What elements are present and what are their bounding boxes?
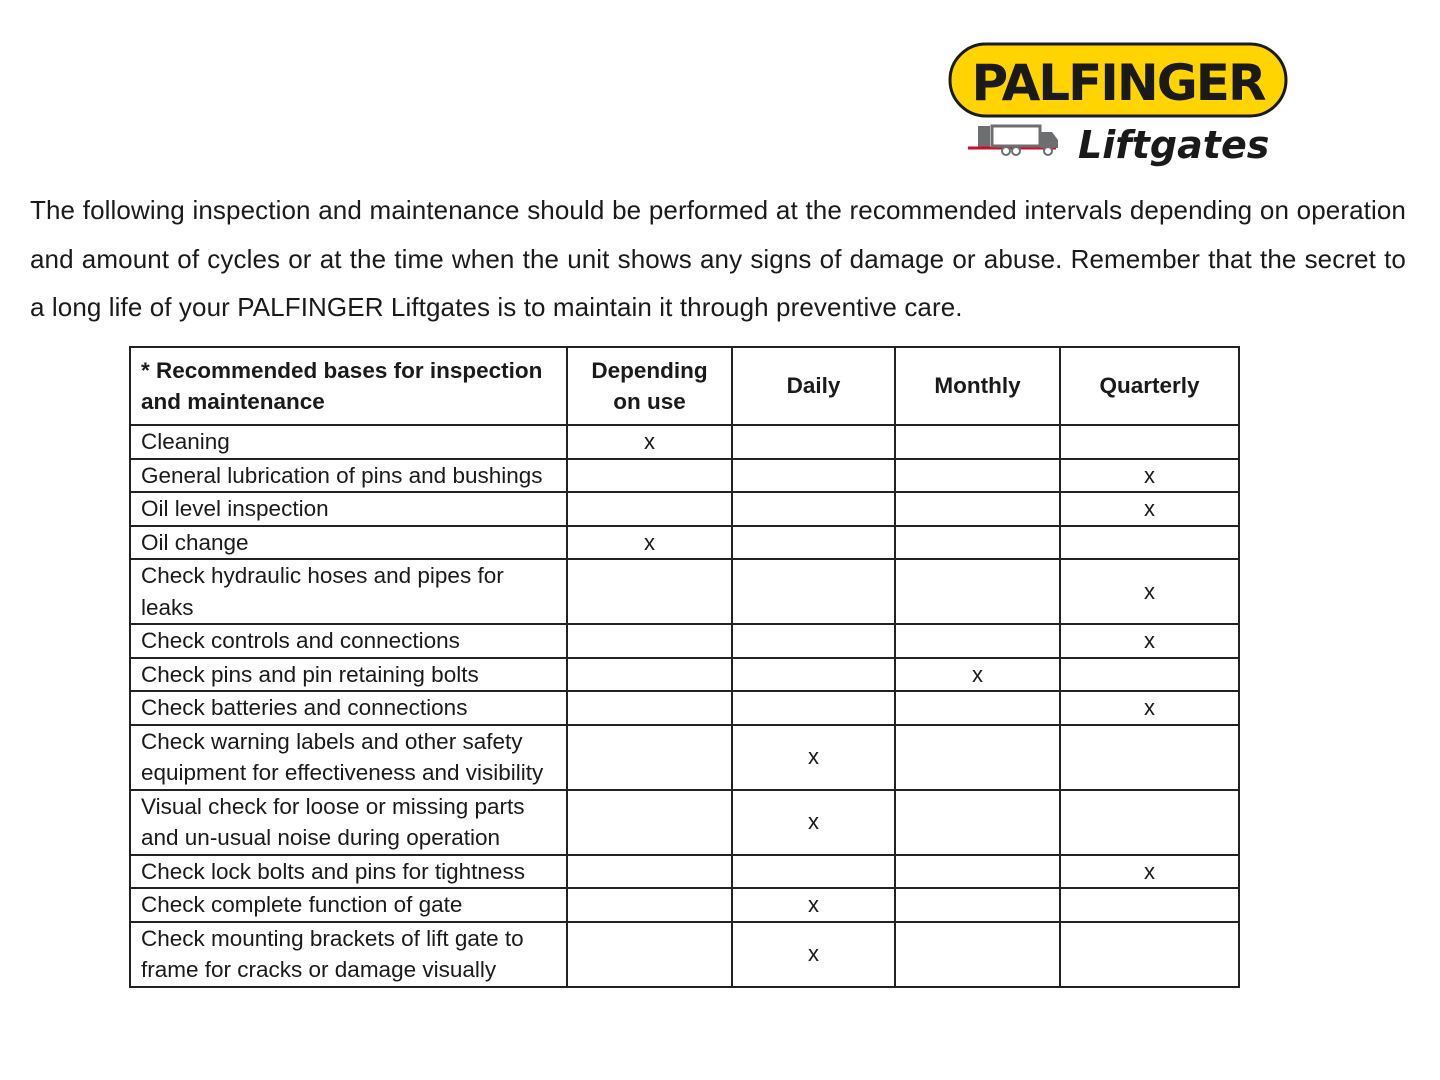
interval-mark-cell	[732, 459, 895, 493]
table-row	[130, 790, 1239, 855]
interval-mark-cell	[567, 855, 732, 889]
interval-mark-cell	[732, 526, 895, 560]
table-row	[130, 559, 1239, 624]
interval-mark-cell: x	[1060, 492, 1239, 526]
table-row	[130, 425, 1239, 459]
interval-mark-cell	[732, 559, 895, 624]
table-body	[130, 425, 1239, 987]
interval-mark-cell: x	[1060, 691, 1239, 725]
table-header-row	[130, 347, 1239, 425]
interval-mark-cell	[895, 691, 1060, 725]
task-cell: Check batteries and connections	[130, 691, 567, 725]
interval-mark-cell: x	[732, 922, 895, 987]
interval-mark-cell	[1060, 658, 1239, 692]
interval-mark-cell: x	[567, 526, 732, 560]
table-row	[130, 624, 1239, 658]
task-cell: Check warning labels and other safety equipment for effectiveness and visibility	[130, 725, 567, 790]
interval-mark-cell	[895, 559, 1060, 624]
interval-mark-cell	[567, 790, 732, 855]
intro-paragraph: The following inspection and maintenance should be performed at the recommended intervals depending on operation and amount of cycles or at the time when the unit shows any signs of damage or abuse. Remember that the secret to a long life of your PALFINGER Liftgates is to maintain it through preventive care.	[30, 195, 1406, 322]
interval-mark-cell: x	[1060, 624, 1239, 658]
interval-mark-cell	[895, 425, 1060, 459]
header-quarterly: Quarterly	[1060, 347, 1239, 425]
interval-mark-cell	[732, 658, 895, 692]
interval-mark-cell	[567, 459, 732, 493]
task-cell: Check lock bolts and pins for tightness	[130, 855, 567, 889]
task-cell: Check controls and connections	[130, 624, 567, 658]
interval-mark-cell	[567, 492, 732, 526]
interval-mark-cell	[895, 624, 1060, 658]
interval-mark-cell	[895, 459, 1060, 493]
table-row	[130, 725, 1239, 790]
interval-mark-cell	[1060, 888, 1239, 922]
table-row	[130, 855, 1239, 889]
interval-mark-cell	[1060, 922, 1239, 987]
task-cell: Visual check for loose or missing parts and un-usual noise during operation	[130, 790, 567, 855]
header-depending-on-use: Depending on use	[567, 347, 732, 425]
interval-mark-cell	[895, 790, 1060, 855]
interval-mark-cell	[895, 492, 1060, 526]
interval-mark-cell	[567, 922, 732, 987]
interval-mark-cell	[567, 624, 732, 658]
interval-mark-cell	[1060, 425, 1239, 459]
logo-product-name: Liftgates	[1078, 123, 1270, 167]
interval-mark-cell	[567, 559, 732, 624]
interval-mark-cell: x	[1060, 459, 1239, 493]
table-row	[130, 658, 1239, 692]
interval-mark-cell	[1060, 725, 1239, 790]
interval-mark-cell	[732, 425, 895, 459]
task-cell: Cleaning	[130, 425, 567, 459]
interval-mark-cell	[895, 888, 1060, 922]
interval-mark-cell	[895, 526, 1060, 560]
interval-mark-cell	[567, 725, 732, 790]
table-row	[130, 459, 1239, 493]
interval-mark-cell	[1060, 526, 1239, 560]
interval-mark-cell: x	[895, 658, 1060, 692]
task-cell: Check pins and pin retaining bolts	[130, 658, 567, 692]
interval-mark-cell	[567, 888, 732, 922]
interval-mark-cell	[732, 691, 895, 725]
interval-mark-cell: x	[1060, 559, 1239, 624]
task-cell: Check complete function of gate	[130, 888, 567, 922]
interval-mark-cell	[732, 492, 895, 526]
interval-mark-cell	[895, 922, 1060, 987]
logo-graphic	[948, 42, 1293, 177]
task-cell: Check hydraulic hoses and pipes for leaks	[130, 559, 567, 624]
header-task: * Recommended bases for inspection and maintenance	[130, 347, 567, 425]
logo-brand-name: PALFINGER	[971, 54, 1265, 112]
table-row	[130, 922, 1239, 987]
task-cell: Check mounting brackets of lift gate to frame for cracks or damage visually	[130, 922, 567, 987]
interval-mark-cell	[895, 725, 1060, 790]
header-daily: Daily	[732, 347, 895, 425]
maintenance-schedule-table	[129, 346, 1240, 988]
table-row	[130, 691, 1239, 725]
interval-mark-cell: x	[567, 425, 732, 459]
task-cell: Oil level inspection	[130, 492, 567, 526]
interval-mark-cell: x	[732, 790, 895, 855]
table-row	[130, 492, 1239, 526]
truck-icon	[968, 126, 1058, 155]
palfinger-liftgates-logo	[948, 42, 1293, 177]
interval-mark-cell	[732, 855, 895, 889]
task-cell: Oil change	[130, 526, 567, 560]
interval-mark-cell: x	[732, 725, 895, 790]
interval-mark-cell	[895, 855, 1060, 889]
interval-mark-cell: x	[1060, 855, 1239, 889]
interval-mark-cell	[567, 658, 732, 692]
interval-mark-cell: x	[732, 888, 895, 922]
interval-mark-cell	[732, 624, 895, 658]
task-cell: General lubrication of pins and bushings	[130, 459, 567, 493]
header-monthly: Monthly	[895, 347, 1060, 425]
table-row	[130, 888, 1239, 922]
table-row	[130, 526, 1239, 560]
interval-mark-cell	[567, 691, 732, 725]
interval-mark-cell	[1060, 790, 1239, 855]
